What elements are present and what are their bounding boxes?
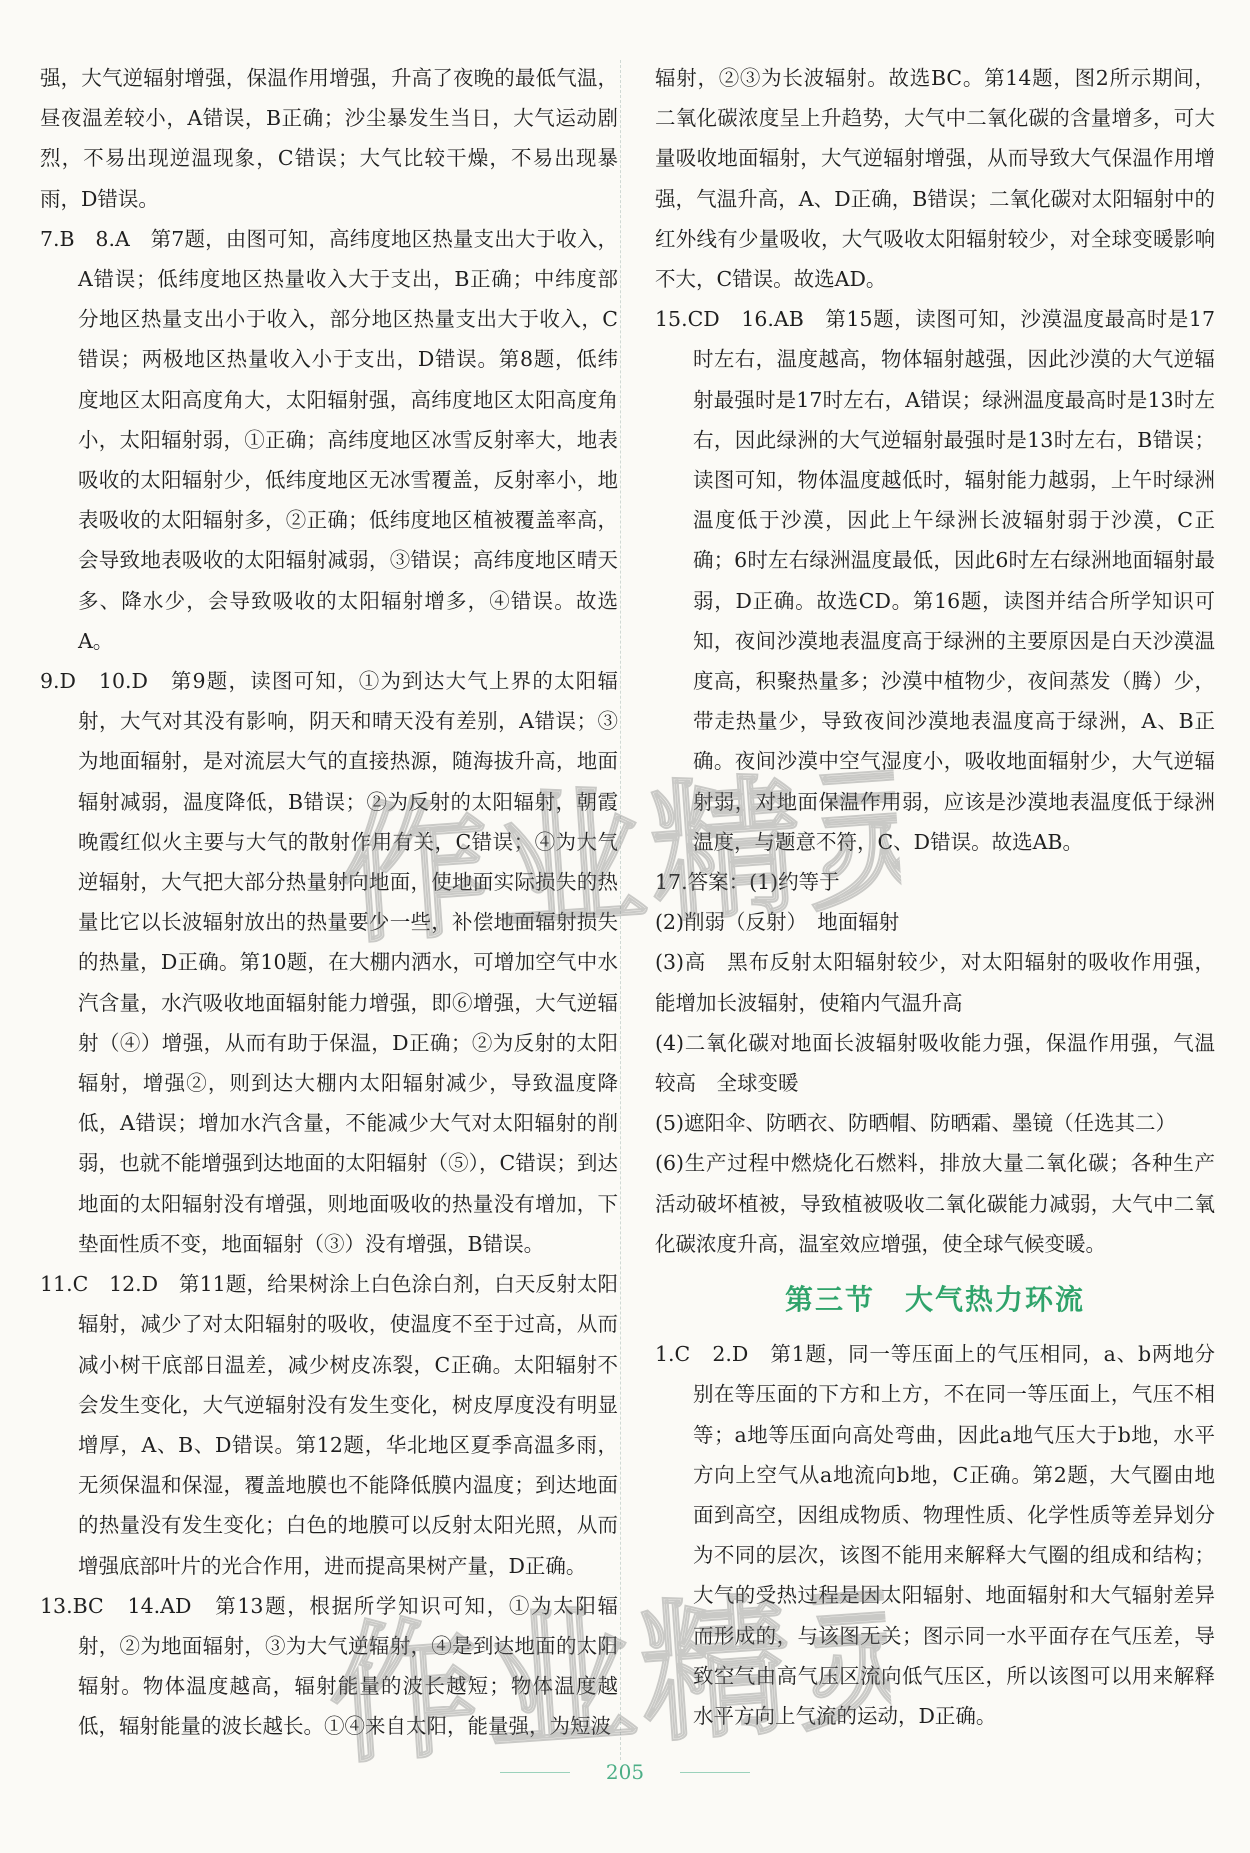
svg-text:作业精灵: 作业精灵: [323, 1570, 894, 1780]
right-paragraph: (2)削弱（反射） 地面辐射: [655, 910, 900, 935]
left-paragraph: 强，大气逆辐射增强，保温作用增强，升高了夜晚的最低气温，昼夜温差较小，A错误，B正确；沙尘暴发生当日，大气运动剧烈，不易出现逆温现象，C错误；大气比较干燥，不易出现暴雨，D错误。: [40, 66, 618, 211]
left-paragraph: 13.BC 14.AD 第13题，根据所学知识可知，①为太阳辐射，②为地面辐射，③为大气逆辐射，④是到达地面的太阳辐射。物体温度越高，辐射能量的波长越短；物体温度越低，辐射能量的波长越长。①④来自太阳，能量强，为短波: [40, 1593, 618, 1739]
left-paragraph: 7.B 8.A 第7题，由图可知，高纬度地区热量支出大于收入，A错误；低纬度地区热量收入大于支出，B正确；中纬度部分地区热量支出小于收入，部分地区热量支出大于收入，C错误；两极地区热量收入小于支出，D错误。第8题，低纬度地区太阳高度角大，太阳辐射强，高纬度地区太阳高度角小，太阳辐射弱，①正确；高纬度地区冰雪反射率大，地表吸收的太阳辐射少，低纬度地区无冰雪覆盖，反射率小，地表吸收的太阳辐射多，②正确；低纬度地区植被覆盖率高，会导致地表吸收的太阳辐射减弱，③错误；高纬度地区晴天多、降水少，会导致吸收的太阳辐射增多，④错误。故选A。: [40, 226, 618, 653]
right-paragraph: (6)生产过程中燃烧化石燃料，排放大量二氧化碳；各种生产活动破坏植被，导致植被吸收二氧化碳能力减弱，大气中二氧化碳浓度升高，温室效应增强，使全球气候变暖。: [655, 1151, 1215, 1256]
right-paragraph: 1.C 2.D 第1题，同一等压面上的气压相同，a、b两地分别在等压面的下方和上方，不在同一等压面上，气压不相等；a地等压面向高处弯曲，因此a地气压大于b地，水平方向上空气从a地流向b地，C正确。第2题，大气圈由地面到高空，因组成物质、物理性质、化学性质等差异划分为不同的层次，该图不能用来解释大气圈的组成和结构；大气的受热过程是因太阳辐射、地面辐射和大气辐射差异而形成的，与该图无关；图示同一水平面存在气压差，导致空气由高气压区流向低气压区，所以该图可以用来解释水平方向上气流的运动，D正确。: [655, 1342, 1215, 1728]
right-paragraph: (4)二氧化碳对地面长波辐射吸收能力强，保温作用强，气温较高 全球变暖: [655, 1030, 1215, 1096]
right-paragraph: (5)遮阳伞、防晒衣、防晒帽、防晒霜、墨镜（任选其二）: [655, 1111, 1177, 1136]
right-paragraph: 辐射，②③为长波辐射。故选BC。第14题，图2所示期间，二氧化碳浓度呈上升趋势，大气中二氧化碳的含量增多，可大量吸收地面辐射，大气逆辐射增强，从而导致大气保温作用增强，气温升高，A、D正确，B错误；二氧化碳对太阳辐射中的红外线有少量吸收，大气吸收太阳辐射较少，对全球变暖影响不大，C错误。故选AD。: [655, 66, 1215, 292]
left-paragraph: 11.C 12.D 第11题，给果树涂上白色涂白剂，白天反射太阳辐射，减少了对太阳辐射的吸收，使温度不至于过高，从而减小树干底部日温差，减少树皮冻裂，C正确。太阳辐射不会发生变化，大气逆辐射没有发生变化，树皮厚度没有明显增厚，A、B、D错误。第12题，华北地区夏季高温多雨，无须保温和保湿，覆盖地膜也不能降低膜内温度；到达地面的热量没有发生变化；白色的地膜可以反射太阳光照，从而增强底部叶片的光合作用，进而提高果树产量，D正确。: [40, 1272, 618, 1578]
section-title: 第三节 大气热力环流: [784, 1283, 1085, 1317]
svg-text:作业精灵: 作业精灵: [333, 750, 904, 960]
right-paragraph: 15.CD 16.AB 第15题，读图可知，沙漠温度最高时是17时左右，温度越高，物体辐射越强，因此沙漠的大气逆辐射最强时是17时左右，A错误；绿洲温度最高时是13时左右，因此绿洲的大气逆辐射最强时是13时左右，B错误；读图可知，物体温度越低时，辐射能力越弱，上午时绿洲温度低于沙漠，因此上午绿洲长波辐射弱于沙漠，C正确；6时左右绿洲温度最低，因此6时左右绿洲地面辐射最弱，D正确。故选CD。第16题，读图并结合所学知识可知，夜间沙漠地表温度高于绿洲的主要原因是白天沙漠温度高，积聚热量多；沙漠中植物少，夜间蒸发（腾）少，带走热量少，导致夜间沙漠地表温度高于绿洲，A、B正确。夜间沙漠中空气湿度小，吸收地面辐射少，大气逆辐射弱，对地面保温作用弱，应该是沙漠地表温度低于绿洲温度，与题意不符，C、D错误。故选AB。: [655, 307, 1215, 854]
left-paragraph: 9.D 10.D 第9题，读图可知，①为到达大气上界的太阳辐射，大气对其没有影响，阴天和晴天没有差别，A错误；③为地面辐射，是对流层大气的直接热源，随海拔升高，地面辐射减弱，温度降低，B错误；②为反射的太阳辐射，朝霞晚霞红似火主要与大气的散射作用有关，C错误；④为大气逆辐射，大气把大部分热量射向地面，使地面实际损失的热量比它以长波辐射放出的热量要少一些，补偿地面辐射损失的热量，D正确。第10题，在大棚内洒水，可增加空气中水汽含量，水汽吸收地面辐射能力增强，即⑥增强，大气逆辐射（④）增强，从而有助于保温，D正确；②为反射的太阳辐射，增强②，则到达大棚内太阳辐射减少，导致温度降低，A错误；增加水汽含量，不能减少大气对太阳辐射的削弱，也就不能增强到达地面的太阳辐射（⑤），C错误；到达地面的太阳辐射没有增强，则地面吸收的热量没有增加，下垫面性质不变，地面辐射（③）没有增强，B错误。: [40, 669, 618, 1256]
right-paragraph: (3)高 黑布反射太阳辐射较少，对太阳辐射的吸收作用强，能增加长波辐射，使箱内气温升高: [655, 950, 1215, 1015]
right-paragraph: 17.答案：(1)约等于: [655, 870, 840, 895]
watermark-logo: [333, 751, 906, 996]
page-number: 205: [605, 1760, 645, 1784]
